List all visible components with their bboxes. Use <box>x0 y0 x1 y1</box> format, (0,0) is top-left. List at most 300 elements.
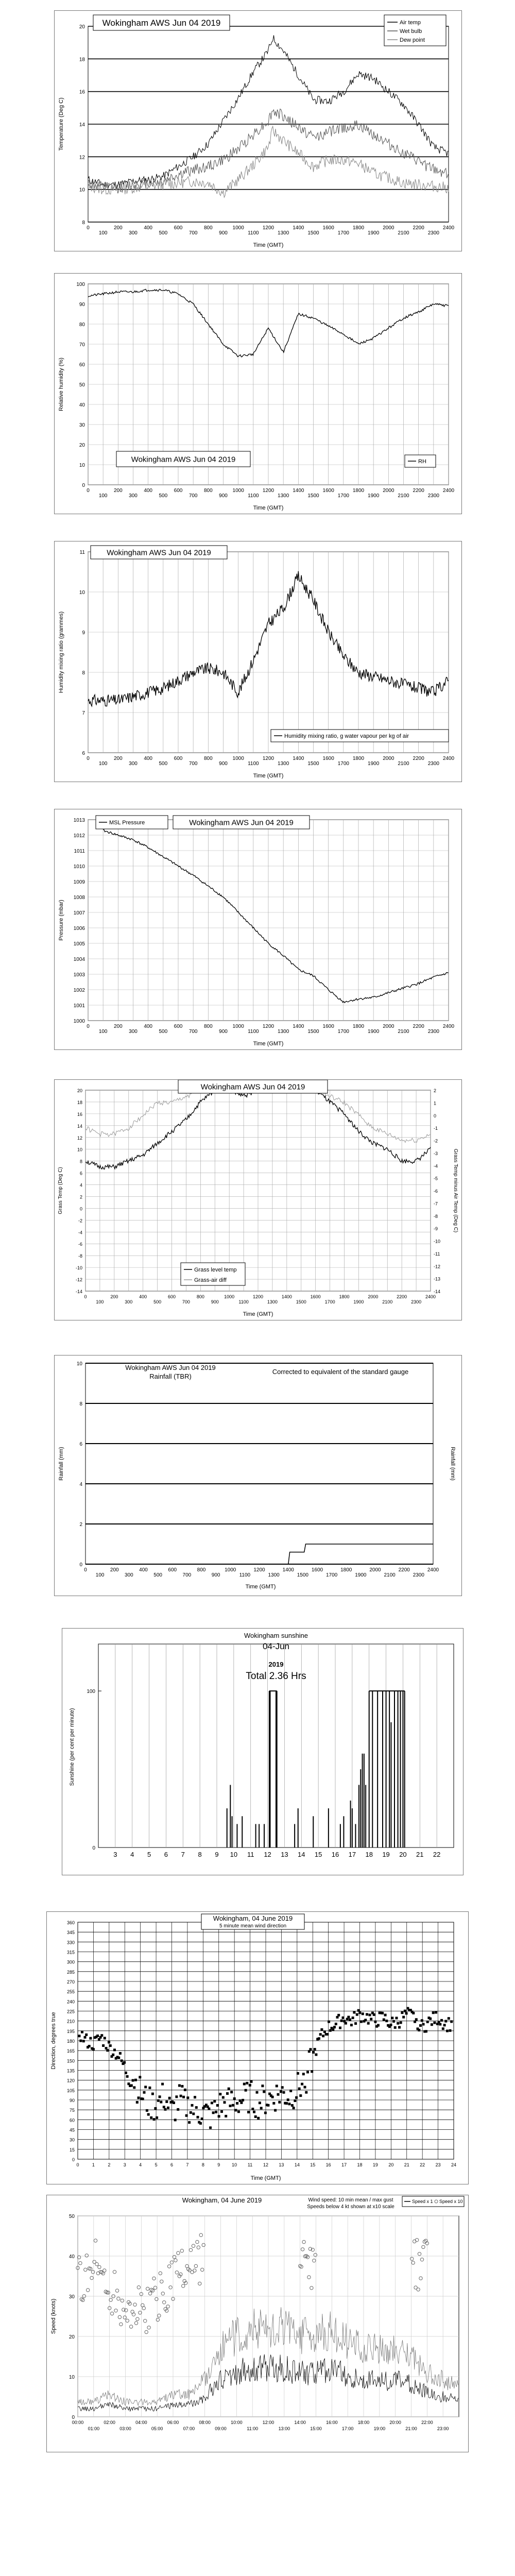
y-tick-label: 300 <box>66 1959 75 1965</box>
wind-direction-point <box>326 2033 329 2036</box>
wind-direction-point <box>274 2109 277 2112</box>
y-tick-label: 315 <box>66 1950 75 1955</box>
x-tick-label: 2200 <box>413 1024 424 1029</box>
x-tick-label: 0 <box>84 1567 87 1573</box>
y-tick-label: 75 <box>69 2108 75 2113</box>
y-tick-label: 255 <box>66 1989 75 1995</box>
y-tick-label: 70 <box>79 342 85 348</box>
x-tick-label: 1400 <box>281 1294 292 1299</box>
x-tick-label: 15 <box>310 2162 316 2167</box>
wind-direction-point <box>121 2059 123 2062</box>
x-tick-label: 300 <box>129 230 138 236</box>
wind-direction-point <box>291 2104 294 2107</box>
x-tick-label: 900 <box>211 1299 219 1304</box>
x-tick-label: 1100 <box>248 761 259 767</box>
wind-direction-point <box>415 2018 418 2021</box>
x-tick-label: 500 <box>153 1572 162 1578</box>
wind-direction-point <box>153 2118 156 2121</box>
mixing-ratio-chart-panel <box>54 541 462 782</box>
wind-direction-point <box>233 2097 236 2100</box>
wind-direction-point <box>337 2014 340 2016</box>
wind-direction-point <box>219 2093 221 2095</box>
y-tick-label: 20 <box>79 443 85 448</box>
wind-speed-chart-panel <box>46 2195 469 2452</box>
wind-direction-point <box>450 2020 453 2023</box>
y-tick-label: 50 <box>79 382 85 388</box>
x-tick-label: 2400 <box>425 1294 436 1299</box>
x-tick-label: 800 <box>203 756 213 761</box>
x-tick-label: 2300 <box>427 230 439 236</box>
chart-title: Wokingham AWS Jun 04 2019 <box>102 18 221 28</box>
mixing-ratio-chart <box>55 541 461 782</box>
wind-direction-point <box>164 2108 167 2111</box>
y2-tick-label: -1 <box>434 1126 438 1131</box>
wind-direction-point <box>102 2044 105 2047</box>
wind-direction-point <box>433 2022 436 2024</box>
x-tick-label: 1700 <box>324 1299 335 1304</box>
x-tick-label: 15:00 <box>310 2426 322 2431</box>
pressure-chart <box>55 809 461 1049</box>
x-tick-label: 1100 <box>248 493 259 499</box>
y-tick-label: 10 <box>68 2375 75 2380</box>
wind-direction-point <box>242 2099 244 2102</box>
x-tick-label: 400 <box>139 1294 147 1299</box>
x-tick-label: 2100 <box>398 1029 409 1035</box>
temperature-chart-panel <box>54 10 462 251</box>
wind-direction-point <box>191 2104 194 2107</box>
y-tick-label: 7 <box>82 710 85 716</box>
y-tick-label: 150 <box>66 2058 75 2064</box>
wind-direction-point <box>281 2086 284 2089</box>
x-tick-label: 15 <box>314 1851 322 1858</box>
x-tick-label: 300 <box>125 1299 133 1304</box>
x-tick-label: 700 <box>182 1572 192 1578</box>
x-axis-label: Time (GMT) <box>245 1584 276 1590</box>
rainfall-chart <box>55 1355 461 1596</box>
y-tick-label: -10 <box>75 1265 82 1271</box>
sunshine-total: Total 2.36 Hrs <box>246 1671 306 1682</box>
x-tick-label: 18 <box>357 2162 363 2167</box>
y-tick-label: 0 <box>72 2157 75 2162</box>
y-tick-label: 0 <box>72 2415 75 2420</box>
wind-direction-point <box>383 2019 385 2021</box>
y2-axis-label: Rainfall (mm) <box>450 1447 456 1481</box>
wind-direction-point <box>157 2099 160 2102</box>
chart-subtitle: Wind speed: 10 min mean / max gust <box>308 2197 393 2203</box>
y-tick-label: 1007 <box>73 910 85 916</box>
x-tick-label: 20 <box>399 1851 407 1858</box>
x-tick-label: 2000 <box>383 756 394 761</box>
y-tick-label: 20 <box>68 2334 75 2340</box>
wind-direction-point <box>254 2115 257 2118</box>
wind-direction-point <box>278 2101 281 2104</box>
x-tick-label: 23 <box>435 2162 441 2167</box>
y-tick-label: 1013 <box>73 818 85 823</box>
wind-direction-point <box>184 2089 186 2091</box>
wind-direction-point <box>173 2102 175 2104</box>
y-axis-label: Temperature (Deg C) <box>58 97 64 151</box>
wind-direction-point <box>194 2096 196 2098</box>
y2-tick-label: -5 <box>434 1176 438 1181</box>
y-tick-label: -14 <box>75 1289 82 1294</box>
x-tick-label: 4 <box>130 1851 134 1858</box>
wind-direction-point <box>208 2108 210 2110</box>
wind-direction-point <box>384 2014 387 2016</box>
y-tick-label: 9 <box>82 630 85 636</box>
y-tick-label: 0 <box>82 483 85 488</box>
wind-direction-point <box>216 2104 219 2107</box>
x-tick-label: 09:00 <box>215 2426 227 2431</box>
grass-temp-chart-panel <box>54 1079 462 1320</box>
wind-direction-point <box>299 2094 302 2097</box>
wind-direction-point <box>182 2096 185 2098</box>
x-tick-label: 07:00 <box>183 2426 195 2431</box>
y-tick-label: 4 <box>79 1182 82 1188</box>
wind-direction-point <box>178 2084 181 2087</box>
legend-label: Humidity mixing ratio, g water vapour per kg of air <box>284 733 409 739</box>
x-tick-label: 5 <box>147 1851 151 1858</box>
wind-direction-point <box>360 2021 363 2023</box>
wind-direction-point <box>148 2087 151 2089</box>
x-tick-label: 2400 <box>442 488 455 494</box>
wind-direction-point <box>136 2101 139 2104</box>
x-tick-label: 06:00 <box>167 2420 179 2425</box>
x-tick-label: 9 <box>217 2162 220 2167</box>
chart-title: Wokingham AWS Jun 04 2019 <box>131 455 236 464</box>
wind-direction-point <box>232 2104 234 2107</box>
x-tick-label: 11:00 <box>247 2426 259 2431</box>
x-tick-label: 21 <box>404 2162 409 2167</box>
wind-direction-point <box>272 2102 275 2105</box>
y-tick-label: 40 <box>79 402 85 408</box>
y-tick-label: 1003 <box>73 972 85 978</box>
chart-title: Wokingham AWS Jun 04 2019 <box>107 548 211 557</box>
wind-direction-point <box>414 2021 416 2023</box>
x-tick-label: 1300 <box>278 761 289 767</box>
legend-label: Speed x 1 <box>412 2199 433 2204</box>
wind-direction-point <box>431 2023 433 2026</box>
wind-direction-point <box>353 2011 355 2014</box>
x-tick-label: 22 <box>433 1851 441 1858</box>
y-tick-label: 90 <box>69 2098 75 2103</box>
x-tick-label: 22:00 <box>421 2420 433 2425</box>
x-tick-label: 300 <box>125 1572 133 1578</box>
y-tick-label: 0 <box>79 1206 82 1212</box>
x-tick-label: 1400 <box>293 488 304 494</box>
wind-direction-point <box>297 2072 299 2075</box>
x-tick-label: 1700 <box>326 1572 338 1578</box>
wind-direction-point <box>220 2110 223 2113</box>
wind-direction-point <box>354 2022 357 2025</box>
x-tick-label: 1100 <box>239 1572 251 1578</box>
x-tick-label: 1600 <box>322 1024 334 1029</box>
x-tick-label: 200 <box>113 225 123 231</box>
wind-direction-point <box>168 2097 171 2099</box>
y-tick-label: 330 <box>66 1940 75 1945</box>
y-axis-label: Humidity mixing ratio (grammes) <box>58 611 64 693</box>
wind-direction-point <box>396 2017 398 2020</box>
wind-direction-point <box>212 2111 215 2114</box>
wind-direction-point <box>243 2083 246 2086</box>
y-axis-label: Grass Temp (Deg C) <box>58 1167 63 1214</box>
x-tick-label: 0 <box>87 1024 90 1029</box>
y-tick-label: 0 <box>79 1562 82 1568</box>
wind-direction-point <box>400 2021 402 2024</box>
y-tick-label: 225 <box>66 2009 75 2014</box>
wind-direction-point <box>222 2096 225 2099</box>
legend-label: Grass level temp <box>194 1267 237 1273</box>
x-tick-label: 1800 <box>339 1294 350 1299</box>
x-tick-label: 11 <box>247 1851 254 1858</box>
x-tick-label: 14 <box>298 1851 305 1858</box>
wind-direction-point <box>373 2013 375 2016</box>
wind-direction-point <box>318 2037 320 2040</box>
wind-direction-point <box>259 2102 261 2104</box>
x-tick-label: 0 <box>87 225 90 231</box>
x-tick-label: 500 <box>159 761 168 767</box>
x-tick-label: 16 <box>331 1851 339 1858</box>
wind-direction-point <box>283 2091 285 2094</box>
y-tick-label: 10 <box>79 187 85 193</box>
wind-direction-point <box>443 2024 446 2026</box>
x-tick-label: 900 <box>219 230 228 236</box>
wind-direction-point <box>181 2085 183 2088</box>
x-tick-label: 1400 <box>293 756 304 761</box>
x-tick-label: 10 <box>232 2162 237 2167</box>
wind-direction-point <box>156 2116 158 2119</box>
y-tick-label: 1002 <box>73 988 85 993</box>
y-tick-label: 0 <box>92 1845 95 1851</box>
wind-direction-point <box>236 2102 238 2105</box>
rainfall-chart-panel <box>54 1355 462 1596</box>
wind-direction-point <box>449 2029 452 2032</box>
wind-direction-point <box>370 2018 372 2021</box>
x-tick-label: 17:00 <box>341 2426 354 2431</box>
x-tick-label: 900 <box>211 1572 220 1578</box>
y-tick-label: 210 <box>66 2019 75 2024</box>
wind-direction-point <box>218 2115 220 2117</box>
x-tick-label: 04:00 <box>135 2420 147 2425</box>
y-tick-label: 100 <box>76 282 85 287</box>
x-tick-label: 2000 <box>383 225 394 231</box>
wind-direction-point <box>117 2057 120 2059</box>
y-tick-label: 60 <box>69 2117 75 2123</box>
x-tick-label: 600 <box>167 1294 176 1299</box>
x-tick-label: 0 <box>87 756 90 761</box>
x-axis-label: Time (GMT) <box>253 242 284 248</box>
x-tick-label: 300 <box>129 1029 138 1035</box>
wind-direction-point <box>100 2034 103 2037</box>
y-tick-label: 180 <box>66 2039 75 2044</box>
x-tick-label: 100 <box>98 1029 108 1035</box>
chart-note: Corrected to equivalent of the standard gauge <box>272 1368 409 1376</box>
wind-direction-point <box>374 2021 376 2023</box>
wind-direction-point <box>435 2011 437 2014</box>
x-tick-label: 1000 <box>232 1024 244 1029</box>
y-tick-label: 1011 <box>74 849 85 854</box>
wind-direction-point <box>367 2022 370 2025</box>
x-tick-label: 400 <box>139 1567 148 1573</box>
wind-direction-point <box>139 2076 141 2078</box>
wind-direction-point <box>267 2104 269 2107</box>
x-tick-label: 700 <box>188 761 198 767</box>
x-tick-label: 900 <box>219 1029 228 1035</box>
wind-direction-point <box>439 2023 441 2026</box>
x-tick-label: 1500 <box>307 493 319 499</box>
y-tick-label: 30 <box>68 2294 75 2300</box>
wind-direction-point <box>401 2011 403 2014</box>
x-tick-label: 1700 <box>337 230 349 236</box>
y-tick-label: 6 <box>79 1442 82 1447</box>
wind-direction-point <box>440 2019 443 2022</box>
wind-direction-point <box>390 2024 392 2026</box>
chart-subtitle: Speeds below 4 kt shown at x10 scale <box>307 2204 394 2210</box>
x-tick-label: 2200 <box>397 1294 407 1299</box>
x-tick-label: 500 <box>159 230 168 236</box>
chart-year: 2019 <box>268 1660 284 1668</box>
wind-direction-point <box>349 2019 351 2021</box>
x-tick-label: 8 <box>201 2162 204 2167</box>
chart-title: Wokingham AWS Jun 04 2019 <box>189 818 294 827</box>
x-tick-label: 800 <box>203 225 213 231</box>
x-tick-label: 3 <box>123 2162 126 2167</box>
y-tick-label: 12 <box>77 1135 82 1141</box>
x-tick-label: 03:00 <box>119 2426 131 2431</box>
wind-direction-point <box>358 2011 361 2014</box>
x-tick-label: 1600 <box>322 225 334 231</box>
wind-direction-point <box>92 2048 95 2050</box>
x-tick-label: 1500 <box>307 761 319 767</box>
y-tick-label: 90 <box>79 302 85 308</box>
wind-direction-point <box>119 2052 122 2055</box>
x-tick-label: 2200 <box>413 488 424 494</box>
wind-direction-point <box>144 2086 147 2088</box>
wind-direction-point <box>106 2049 109 2052</box>
x-tick-label: 0 <box>76 2162 79 2167</box>
wind-direction-point <box>345 2022 347 2025</box>
y-tick-label: 105 <box>66 2088 75 2093</box>
x-tick-label: 800 <box>196 1294 204 1299</box>
wind-direction-point <box>225 2115 227 2117</box>
wind-direction-point <box>323 2030 326 2033</box>
x-tick-label: 16:00 <box>326 2420 338 2425</box>
wind-direction-point <box>271 2096 274 2098</box>
wind-direction-point <box>305 2091 307 2094</box>
y2-tick-label: -8 <box>434 1213 438 1219</box>
wind-direction-point <box>385 2020 388 2022</box>
wind-direction-point <box>160 2101 162 2104</box>
wind-direction-point <box>304 2086 306 2089</box>
y-tick-label: 1012 <box>73 833 85 839</box>
wind-direction-point <box>78 2035 81 2037</box>
x-tick-label: 100 <box>98 230 108 236</box>
x-tick-label: 12:00 <box>262 2420 274 2425</box>
y-tick-label: 1000 <box>73 1019 85 1024</box>
wind-direction-point <box>246 2082 248 2084</box>
wind-direction-point <box>377 2024 380 2027</box>
x-tick-label: 2100 <box>398 493 409 499</box>
x-tick-label: 2100 <box>398 761 409 767</box>
x-tick-label: 1800 <box>340 1567 352 1573</box>
wind-direction-point <box>311 2070 313 2073</box>
x-tick-label: 1700 <box>337 493 349 499</box>
y2-tick-label: -14 <box>434 1289 441 1294</box>
legend-label: MSL Pressure <box>109 820 145 826</box>
wind-direction-point <box>151 2093 154 2095</box>
x-tick-label: 1900 <box>368 230 380 236</box>
wind-direction-point <box>444 2020 447 2023</box>
x-tick-label: 100 <box>95 1572 105 1578</box>
wind-direction-point <box>339 2027 341 2029</box>
x-tick-label: 600 <box>174 756 183 761</box>
y-tick-label: 360 <box>66 1920 75 1925</box>
y-tick-label: 285 <box>66 1969 75 1975</box>
wind-direction-point <box>298 2088 301 2090</box>
wind-direction-point <box>356 2013 358 2016</box>
y2-tick-label: -9 <box>434 1226 438 1232</box>
legend-label: Grass-air diff <box>194 1277 227 1283</box>
x-tick-label: 1200 <box>262 1024 274 1029</box>
y-tick-label: 14 <box>79 122 85 128</box>
x-tick-label: 1100 <box>238 1299 249 1304</box>
chart-title: Wokingham sunshine <box>244 1632 308 1639</box>
x-tick-label: 1000 <box>232 756 244 761</box>
x-tick-label: 1100 <box>248 230 259 236</box>
wind-direction-point <box>85 2033 88 2036</box>
wind-direction-point <box>369 2014 371 2016</box>
x-tick-label: 400 <box>144 756 153 761</box>
x-tick-label: 300 <box>129 761 138 767</box>
wind-direction-point <box>213 2100 216 2103</box>
wind-direction-point <box>350 2024 353 2026</box>
y-tick-label: 135 <box>66 2068 75 2074</box>
x-tick-label: 1000 <box>224 1294 235 1299</box>
wind-direction-point <box>138 2096 140 2099</box>
grass-temp-chart <box>55 1080 461 1320</box>
wind-direction-point <box>150 2116 152 2119</box>
wind-direction-point <box>256 2091 259 2094</box>
wind-direction-point <box>398 2026 401 2029</box>
x-tick-label: 100 <box>98 761 108 767</box>
x-tick-label: 3 <box>113 1851 117 1858</box>
y2-tick-label: -3 <box>434 1150 438 1156</box>
x-tick-label: 11 <box>247 2162 253 2167</box>
x-tick-label: 0 <box>84 1294 87 1299</box>
wind-direction-point <box>294 2099 296 2102</box>
wind-direction-point <box>143 2091 146 2094</box>
x-tick-label: 400 <box>144 225 153 231</box>
wind-direction-point <box>125 2072 127 2074</box>
x-tick-label: 6 <box>170 2162 174 2167</box>
y-tick-label: 1006 <box>73 926 85 931</box>
x-tick-label: 2 <box>108 2162 111 2167</box>
wind-direction-point <box>81 2031 83 2033</box>
wind-direction-point <box>132 2079 134 2082</box>
x-tick-label: 1300 <box>278 230 289 236</box>
legend-label: Wet bulb <box>400 28 422 35</box>
x-tick-label: 1900 <box>368 493 380 499</box>
x-tick-label: 1400 <box>282 1567 294 1573</box>
wind-direction-point <box>251 2108 254 2110</box>
chart-title: Wokingham, 04 June 2019 <box>182 2196 262 2204</box>
y-tick-label: 120 <box>66 2078 75 2083</box>
y-tick-label: 60 <box>79 362 85 368</box>
wind-direction-point <box>295 2096 298 2099</box>
wind-direction-point <box>89 2037 92 2040</box>
x-tick-label: 10 <box>230 1851 238 1858</box>
wind-direction-point <box>405 2012 408 2014</box>
y2-tick-label: -10 <box>434 1239 441 1244</box>
